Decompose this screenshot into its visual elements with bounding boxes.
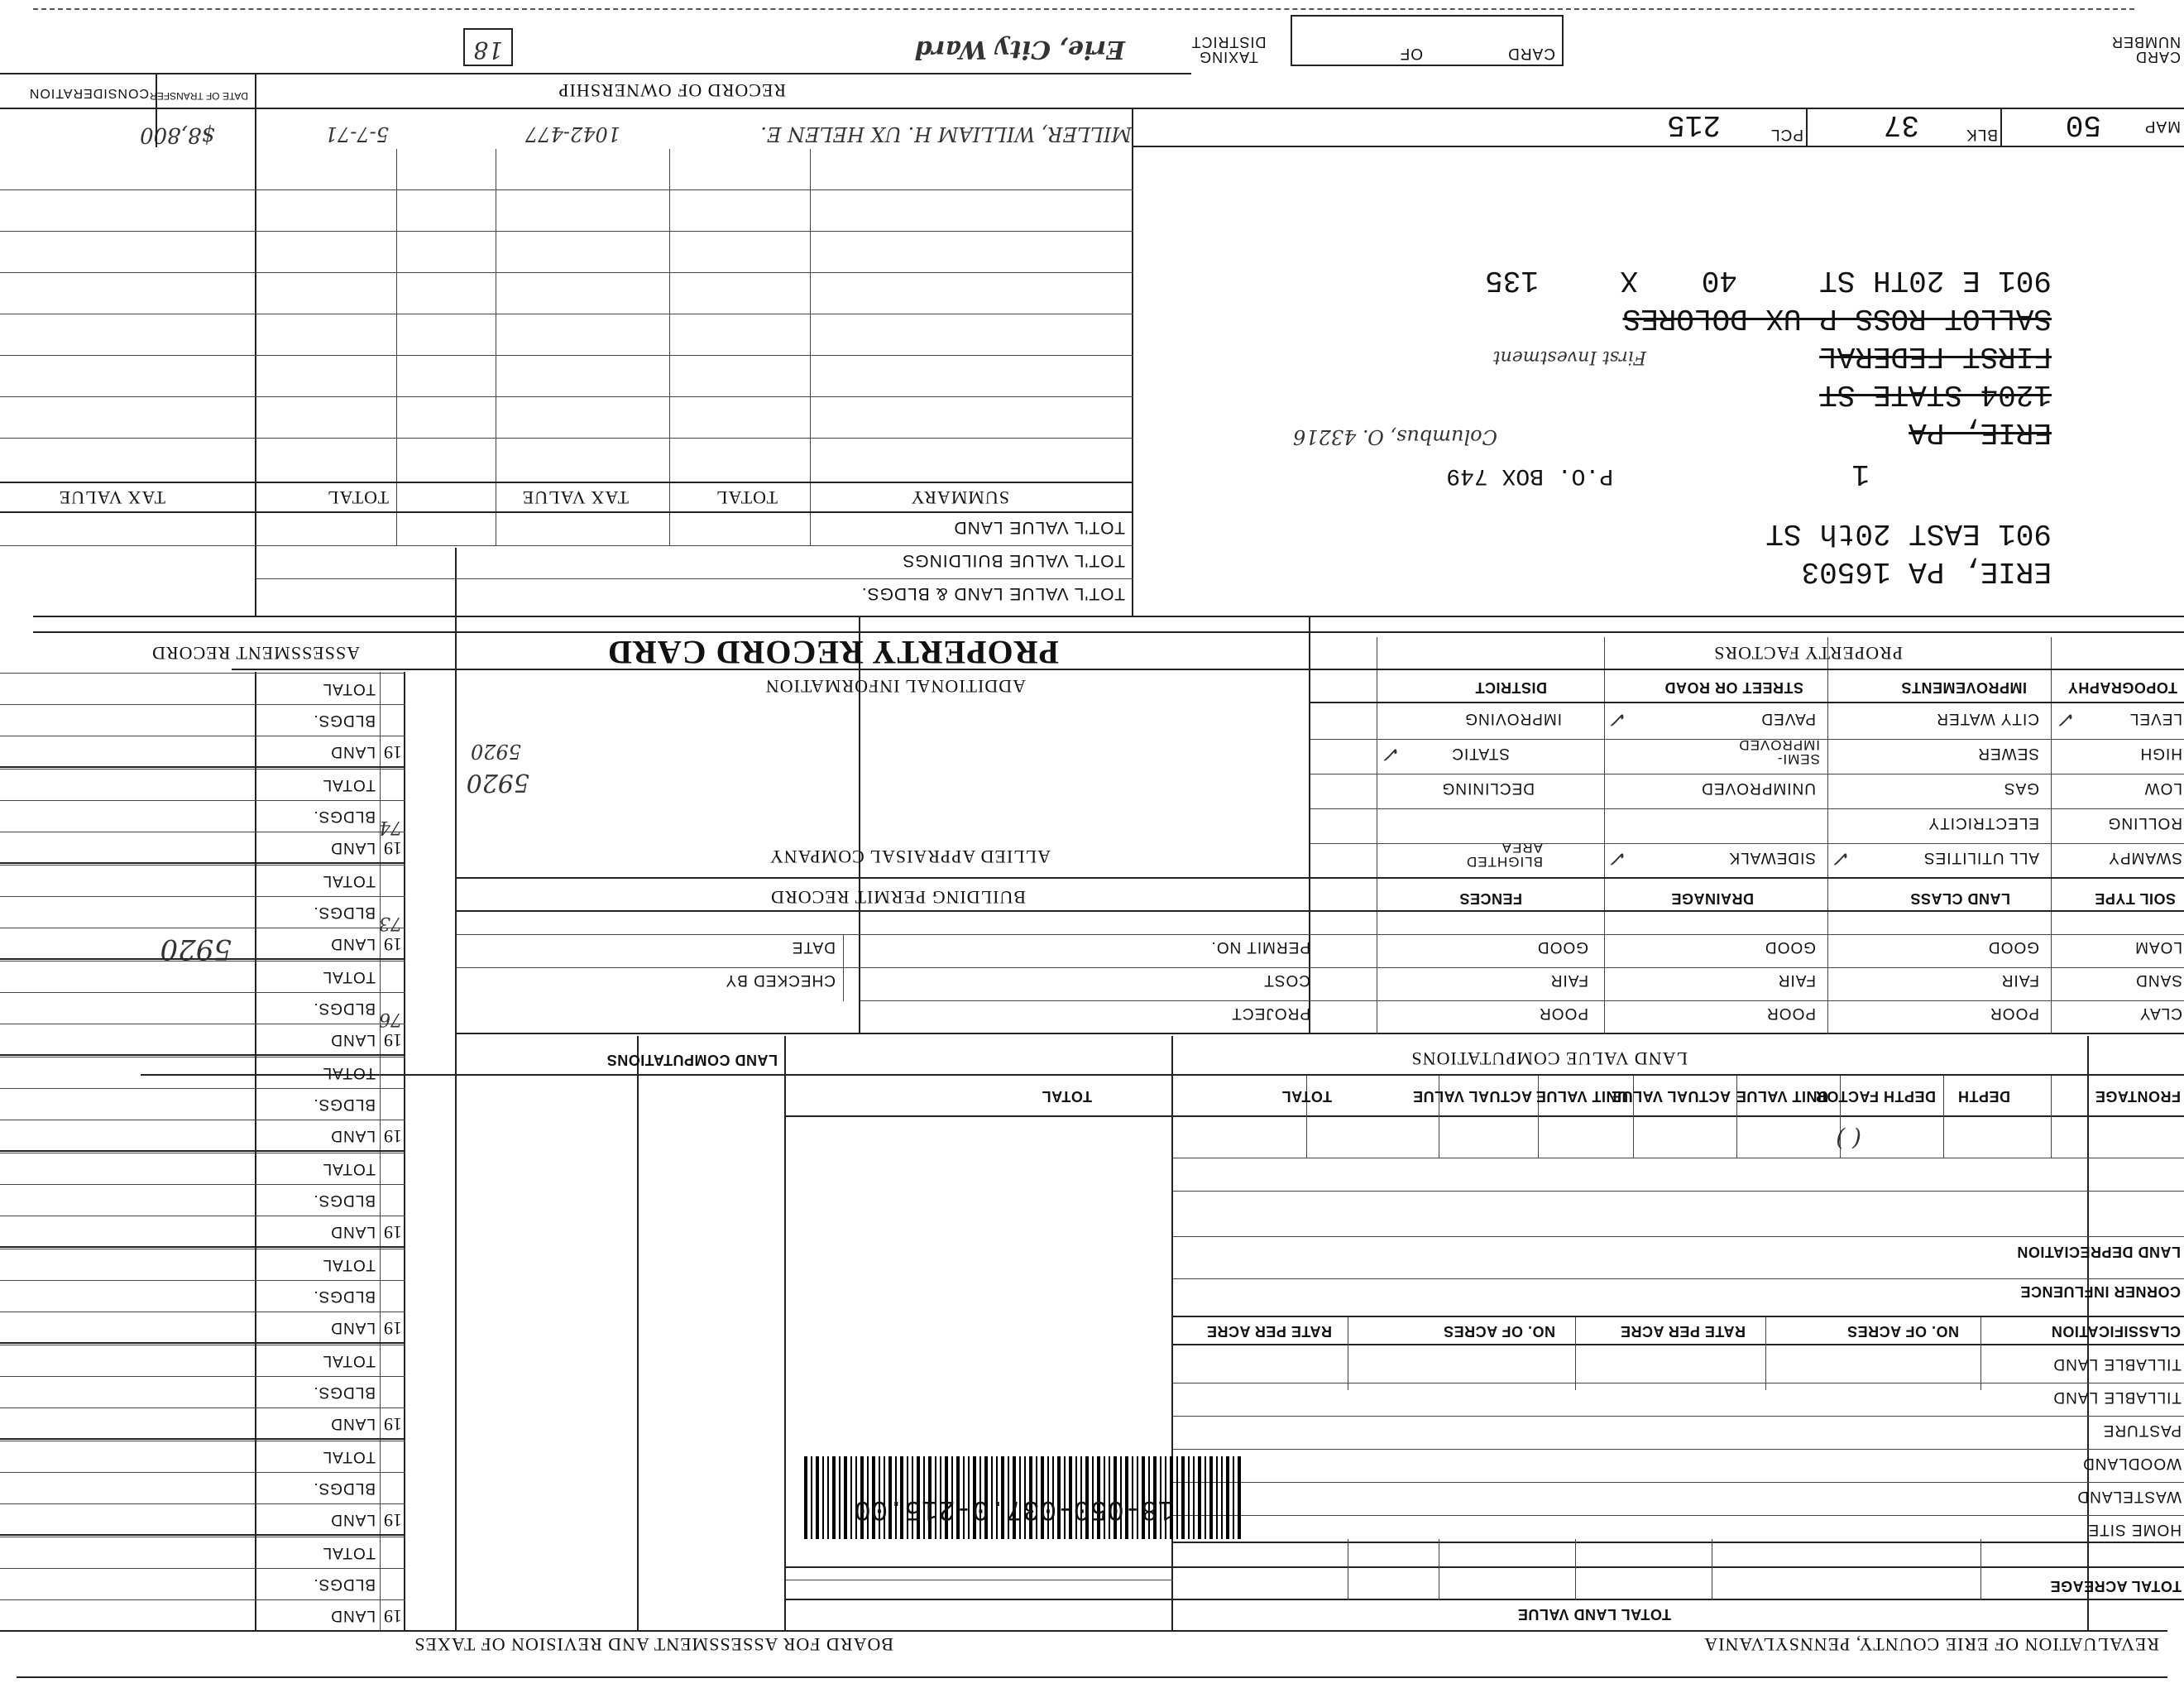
land-class-label: LAND CLASS	[1910, 890, 2010, 907]
assessment-block-line	[0, 862, 405, 864]
fences-fair: FAIR	[1549, 971, 1588, 989]
date-label: DATE	[791, 938, 836, 956]
fences-poor: POOR	[1539, 1005, 1588, 1022]
fences-good: GOOD	[1536, 938, 1588, 956]
col-rate-per-acre-2: RATE PER ACRE	[1206, 1323, 1332, 1340]
impr-gas: GAS	[2003, 779, 2039, 797]
map-value: 50	[2065, 108, 2101, 141]
landclass-good: GOOD	[1987, 938, 2039, 956]
assessment-total-label: TOTAL	[322, 1256, 376, 1273]
pcl-label: PCL	[1770, 126, 1803, 143]
permit-cost: COST	[1263, 971, 1310, 989]
assessment-land-label: LAND	[330, 839, 376, 856]
owner-struck-3: 1204 STATE ST	[1819, 377, 2052, 411]
owner-pobox: P.O. BOX 749	[1446, 463, 1613, 488]
fences-label: FENCES	[1458, 890, 1522, 907]
assessment-year-prefix: 19	[384, 1510, 402, 1531]
assessment-block-line	[0, 1342, 405, 1344]
pcl-value: 215	[1667, 108, 1721, 141]
assessment-total-label: TOTAL	[322, 1448, 376, 1465]
col-total-2: TOTAL	[1042, 1088, 1092, 1105]
assessment-row-line	[0, 1599, 405, 1600]
assessment-total-label: TOTAL	[322, 968, 376, 985]
district-blighted: BLIGHTED AREA	[1465, 840, 1543, 870]
col-actual-value-2: ACTUAL VALUE	[1412, 1088, 1532, 1105]
owner-columbus: Columbus, O. 43216	[1293, 425, 1497, 448]
assessment-row-line	[0, 1376, 405, 1377]
assessment-land-label: LAND	[330, 1319, 376, 1336]
district-declining: DECLINING	[1441, 779, 1535, 797]
owner-first-investment: First Investment	[1492, 347, 1646, 367]
assessment-row-line	[0, 769, 405, 770]
card-label: CARD	[1507, 45, 1555, 62]
assessment-total-label: TOTAL	[322, 1352, 376, 1369]
assessment-block-line	[0, 766, 405, 768]
assessment-bldgs-label: BLDGS.	[313, 1288, 376, 1305]
col-no-of-acres-1: NO. OF ACRES	[1846, 1323, 1959, 1340]
assessment-year: 73	[379, 913, 402, 933]
handwritten-ref: 18	[473, 36, 503, 64]
landclass-poor: POOR	[1990, 1005, 2039, 1022]
owner-struck-4: ERIE, PA	[1909, 415, 2052, 449]
row-tillable-land-1: TILLABLE LAND	[2052, 1388, 2182, 1406]
col-rate-per-acre-1: RATE PER ACRE	[1620, 1323, 1746, 1340]
allied-appraisal-company: ALLIED APPRAISAL COMPANY	[769, 846, 1051, 867]
street-paved: PAVED	[1760, 710, 1816, 727]
assessment-row-line	[0, 865, 405, 866]
topo-high: HIGH	[2139, 745, 2182, 762]
row-pasture: PASTURE	[2102, 1422, 2182, 1439]
assessment-bldgs-label: BLDGS.	[313, 904, 376, 921]
col-frontage: FRONTAGE	[2095, 1088, 2181, 1105]
assessment-bldgs-label: BLDGS.	[313, 1000, 376, 1017]
assessment-year-prefix: 19	[384, 1318, 402, 1339]
assessment-total-label: TOTAL	[322, 1160, 376, 1177]
record-of-ownership-title: RECORD OF OWNERSHIP	[558, 80, 786, 101]
owner-dims-2: 135	[1485, 263, 1539, 297]
corner-influence-label: CORNER INFLUENCE	[2019, 1283, 2181, 1300]
owner-one: 1	[1851, 457, 1870, 491]
checked-by-label: CHECKED BY	[725, 971, 836, 989]
board-header: BOARD FOR ASSESSMENT AND REVISION OF TAXES	[414, 1634, 893, 1655]
assessment-row-line	[0, 1472, 405, 1473]
street-sidewalk: SIDEWALK	[1728, 849, 1816, 866]
assessment-block-line	[0, 1150, 405, 1152]
assessment-row-line	[0, 1407, 405, 1408]
permit-project: PROJECT	[1231, 1005, 1310, 1022]
assessment-bldgs-label: BLDGS.	[313, 1192, 376, 1209]
col-unit-value-1: UNIT VALUE	[1736, 1088, 1828, 1105]
col-depth: DEPTH	[1957, 1088, 2010, 1105]
col-total-1: TOTAL	[1281, 1088, 1332, 1105]
of-label: OF	[1399, 45, 1423, 62]
card-title: PROPERTY RECORD CARD	[607, 634, 1059, 671]
land-depreciation-label: LAND DEPRECIATION	[2016, 1244, 2181, 1260]
impr-electricity: ELECTRICITY	[1928, 814, 2039, 832]
summary-total-1: TOTAL	[716, 487, 778, 508]
taxing-district-label: TAXING DISTRICT	[1190, 34, 1267, 65]
owner-entry-name: MILLER, WILLIAM H. UX HELEN E.	[760, 122, 1132, 146]
topo-swampy: SWAMPY	[2108, 849, 2182, 866]
summary-total-2: TOTAL	[327, 487, 389, 508]
col-unit-value-2: UNIT VALUE	[1535, 1088, 1628, 1105]
assessment-row-line	[0, 1088, 405, 1089]
handwritten-assessment-value: 5920	[160, 933, 232, 966]
assessment-row-line	[0, 673, 405, 674]
summary-tax-value-1: TAX VALUE	[521, 487, 629, 508]
row-wasteland: WASTELAND	[2076, 1488, 2182, 1505]
land-computations-side: LAND COMPUTATIONS	[606, 1052, 778, 1068]
property-factors-title: PROPERTY FACTORS	[1713, 643, 1903, 664]
summary-total-buildings: TOT'L VALUE BUILDINGS	[902, 551, 1125, 570]
card-number-label: CARD NUMBER	[2110, 34, 2181, 65]
consideration-label: CONSIDERATION	[28, 86, 149, 100]
handwritten-computed-2: 5920	[470, 740, 521, 763]
assessment-row-line	[0, 1184, 405, 1185]
parcel-number: 18-050-037.0-215.00	[854, 1493, 1175, 1524]
topo-low: LOW	[2143, 779, 2182, 797]
handwritten-computed: 5920	[466, 768, 529, 797]
district-static: STATIC	[1451, 745, 1510, 762]
summary-total-land: TOT'L VALUE LAND	[953, 518, 1125, 537]
topography-label: TOPOGRAPHY	[2067, 679, 2177, 696]
mail-address-1: 901 EAST 20th ST	[1765, 516, 2052, 550]
soil-loam: LOAM	[2134, 938, 2182, 956]
district-label: DISTRICT	[1475, 679, 1547, 696]
row-tillable-land-2: TILLABLE LAND	[2052, 1355, 2182, 1373]
assessment-bldgs-label: BLDGS.	[313, 1479, 376, 1497]
street-semi-improved: SEMI-IMPROVED	[1738, 737, 1820, 767]
assessment-total-label: TOTAL	[322, 872, 376, 890]
blk-value: 37	[1883, 108, 1919, 141]
owner-dims-1: 40	[1701, 263, 1737, 297]
soil-clay: CLAY	[2138, 1005, 2182, 1022]
assessment-year-prefix: 19	[384, 1126, 402, 1147]
assessment-year-prefix: 19	[384, 934, 402, 955]
assessment-block-line	[0, 1630, 405, 1632]
assessment-year: 74	[379, 817, 402, 837]
taxing-district-value: Erie, City Ward	[914, 35, 1125, 64]
district-improving: IMPROVING	[1464, 710, 1562, 727]
owner-struck-1: SALLOT ROSS P UX DOLORES	[1622, 301, 2052, 335]
assessment-year-prefix: 19	[384, 1030, 402, 1051]
assessment-year-prefix: 19	[384, 1222, 402, 1243]
assessment-bldgs-label: BLDGS.	[313, 1383, 376, 1401]
summary-title: SUMMARY	[910, 487, 1009, 508]
assessment-land-label: LAND	[330, 1607, 376, 1624]
assessment-land-label: LAND	[330, 1415, 376, 1432]
assessment-land-label: LAND	[330, 1511, 376, 1528]
topo-rolling: ROLLING	[2107, 814, 2182, 832]
land-value-computations-title: LAND VALUE COMPUTATIONS	[1410, 1048, 1688, 1069]
assessment-bldgs-label: BLDGS.	[313, 1096, 376, 1113]
assessment-row-line	[0, 800, 405, 801]
assessment-year-prefix: 19	[384, 1606, 402, 1627]
row-home-site: HOME SITE	[2087, 1521, 2182, 1538]
col-depth-factor: DEPTH FACTOR	[1815, 1088, 1936, 1105]
assessment-block-line	[0, 1438, 405, 1440]
topo-level: LEVEL	[2129, 710, 2182, 727]
assessment-total-label: TOTAL	[322, 1544, 376, 1561]
assessment-land-label: LAND	[330, 1031, 376, 1048]
assessment-year-prefix: 19	[384, 838, 402, 859]
owner-address-line: 901 E 20TH ST	[1819, 263, 2052, 297]
owner-entry-date: 5-7-71	[324, 122, 389, 146]
assessment-total-label: TOTAL	[322, 776, 376, 794]
impr-city-water: CITY WATER	[1936, 710, 2039, 727]
assessment-year-prefix: 19	[384, 1414, 402, 1435]
col-no-of-acres-2: NO. OF ACRES	[1443, 1323, 1555, 1340]
assessment-bldgs-label: BLDGS.	[313, 712, 376, 729]
owner-struck-2: FIRST FEDERAL	[1819, 339, 2052, 373]
landclass-fair: FAIR	[2000, 971, 2039, 989]
drainage-fair: FAIR	[1777, 971, 1816, 989]
permit-no: PERMIT NO.	[1210, 938, 1310, 956]
assessment-total-label: TOTAL	[322, 680, 376, 698]
row-woodland: WOODLAND	[2082, 1455, 2182, 1472]
assessment-block-line	[0, 1534, 405, 1536]
drainage-label: DRAINAGE	[1670, 890, 1754, 907]
assessment-row-line	[0, 1568, 405, 1569]
map-label: MAP	[2143, 117, 2181, 135]
assessment-record-title: ASSESSMENT RECORD	[151, 643, 360, 664]
total-land-value-label: TOTAL LAND VALUE	[1517, 1606, 1671, 1623]
street-label: STREET OR ROAD	[1664, 679, 1803, 696]
handwritten-frontage: ( )	[1836, 1125, 1861, 1153]
mail-address-2: ERIE, PA 16503	[1801, 554, 2052, 588]
check-level: ✓	[2058, 707, 2076, 731]
owner-entry-amount: $8,800	[140, 122, 215, 147]
assessment-total-label: TOTAL	[322, 1064, 376, 1081]
assessment-row-line	[0, 1503, 405, 1504]
assessment-row-line	[0, 896, 405, 897]
col-classification: CLASSIFICATION	[2051, 1323, 2181, 1340]
assessment-year-prefix: 19	[384, 742, 402, 763]
check-static: ✓	[1383, 741, 1401, 766]
drainage-poor: POOR	[1766, 1005, 1816, 1022]
summary-tax-value-2: TAX VALUE	[58, 487, 165, 508]
owner-entry-deed: 1042-477	[525, 122, 620, 146]
soil-type-label: SOIL TYPE	[2094, 890, 2176, 907]
assessment-row-line	[0, 1280, 405, 1281]
assessment-year: 76	[379, 1009, 402, 1029]
improvements-label: IMPROVEMENTS	[1900, 679, 2027, 696]
check-sidewalk: ✓	[1610, 846, 1628, 870]
assessment-land-label: LAND	[330, 1127, 376, 1144]
col-actual-value-1: ACTUAL VALUE	[1611, 1088, 1731, 1105]
owner-dims-x: X	[1620, 263, 1638, 297]
building-permit-title: BUILDING PERMIT RECORD	[770, 887, 1026, 908]
assessment-land-label: LAND	[330, 935, 376, 952]
assessment-row-line	[0, 992, 405, 993]
row-total-acreage: TOTAL ACREAGE	[2050, 1578, 2182, 1594]
assessment-bldgs-label: BLDGS.	[313, 808, 376, 825]
summary-total-land-bldgs: TOT'L VALUE LAND & BLDGS.	[860, 584, 1125, 603]
assessment-land-label: LAND	[330, 1223, 376, 1240]
impr-sewer: SEWER	[1977, 745, 2039, 762]
additional-info-title: ADDITIONAL INFORMATION	[764, 676, 1026, 697]
county-header: REVALUATION OF ERIE COUNTY, PENNSYLVANIA	[1703, 1634, 2159, 1655]
assessment-block-line	[0, 1246, 405, 1248]
assessment-land-label: LAND	[330, 743, 376, 760]
assessment-block-line	[0, 1054, 405, 1056]
date-of-transfer-label: DATE OF TRANSFER	[150, 90, 248, 102]
street-unimproved: UNIMPROVED	[1701, 779, 1816, 797]
impr-all-utilities: ALL UTILITIES	[1923, 849, 2039, 866]
check-all-utilities: ✓	[1833, 846, 1851, 870]
assessment-bldgs-label: BLDGS.	[313, 1575, 376, 1593]
drainage-good: GOOD	[1764, 938, 1816, 956]
check-paved: ✓	[1610, 707, 1628, 731]
assessment-block-line	[0, 958, 405, 960]
assessment-row-line	[0, 704, 405, 705]
soil-sand: SAND	[2135, 971, 2182, 989]
blk-label: BLK	[1966, 126, 1998, 143]
